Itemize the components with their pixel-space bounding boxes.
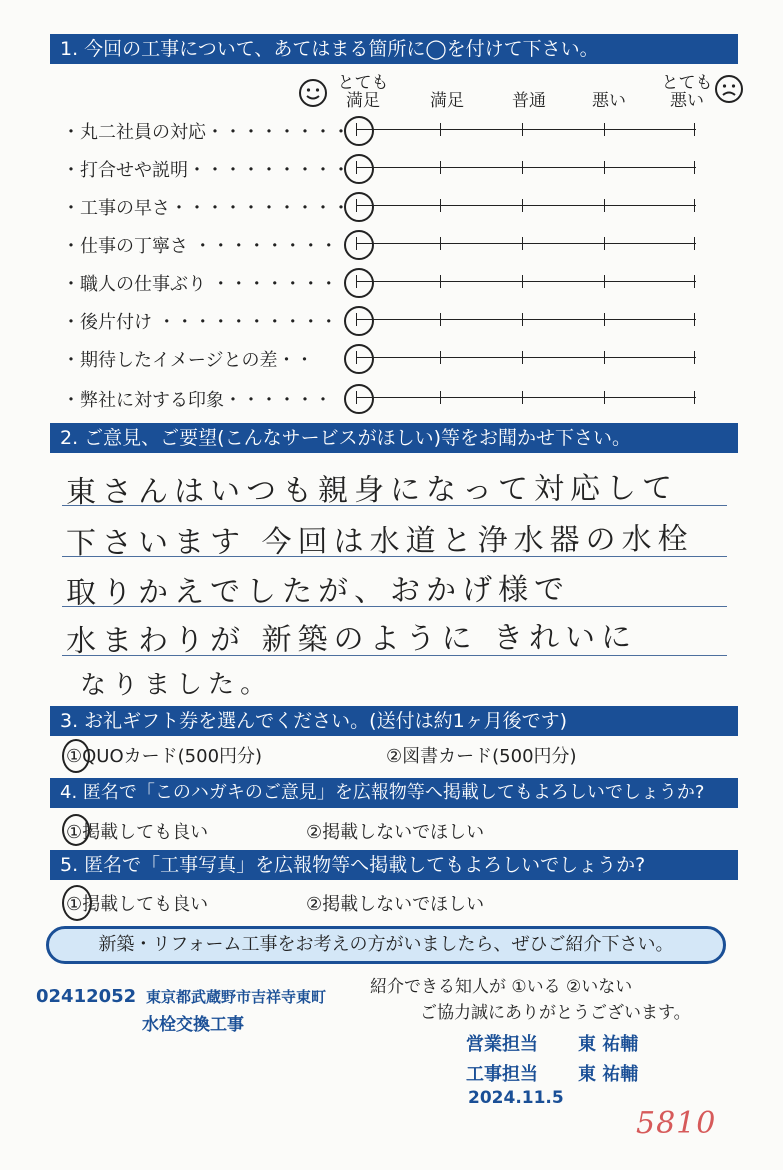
scale-tick[interactable] — [604, 351, 605, 364]
work-type: 水栓交換工事 — [142, 1015, 244, 1035]
handwritten-line: なりました。 — [79, 669, 273, 701]
q1-row-label: ・後片付け ・・・・・・・・・・ — [62, 312, 338, 333]
selected-circle-mark — [344, 384, 374, 414]
q3-option-quo[interactable]: ①QUOカード(500円分) — [66, 746, 263, 767]
scale-tick[interactable] — [694, 391, 695, 404]
q1-rating-scale[interactable] — [356, 243, 696, 244]
q4-header: 4. 匿名で「このハガキのご意見」を広報物等へ掲載してもよろしいでしょうか? — [50, 778, 738, 808]
scale-tick[interactable] — [604, 391, 605, 404]
scale-tick[interactable] — [440, 123, 441, 136]
handwritten-line: 東さんはいつも親身になって対応して — [65, 470, 679, 511]
scale-tick[interactable] — [694, 161, 695, 174]
sales-rep-label: 営業担当 — [466, 1034, 538, 1055]
q1-row-label: ・工事の早さ・・・・・・・・・・ — [62, 198, 350, 219]
scale-tick[interactable] — [604, 237, 605, 250]
scale-tick[interactable] — [694, 237, 695, 250]
scale-tick[interactable] — [440, 275, 441, 288]
handwritten-line: 下さいます 今回は水道と浄水器の水栓 — [65, 521, 694, 562]
scale-tick[interactable] — [604, 313, 605, 326]
q1-row-label: ・打合せや説明・・・・・・・・・ — [62, 160, 350, 181]
q1-row-label: ・仕事の丁寧さ ・・・・・・・・ — [62, 236, 338, 257]
handwritten-line: 水まわりが 新築のように きれいに — [65, 620, 638, 659]
q1-row-label: ・弊社に対する印象・・・・・・ — [62, 390, 332, 411]
selected-circle-mark — [344, 344, 374, 374]
scale-tick[interactable] — [440, 391, 441, 404]
q1-rating-scale[interactable] — [356, 129, 696, 130]
referral-question: 紹介できる知人が ①いる ②いない — [370, 977, 633, 997]
scale-tick[interactable] — [694, 313, 695, 326]
q5-header: 5. 匿名で「工事写真」を広報物等へ掲載してもよろしいでしょうか? — [50, 850, 738, 880]
scale-tick[interactable] — [604, 161, 605, 174]
referral-banner: 新築・リフォーム工事をお考えの方がいましたら、ぜひご紹介下さい。 — [46, 926, 726, 964]
frowning-face-icon — [714, 74, 744, 104]
handwritten-number: 5810 — [636, 1106, 717, 1141]
q3-header: 3. お礼ギフト券を選んでください。(送付は約1ヶ月後です) — [50, 706, 738, 736]
scale-tick[interactable] — [522, 313, 523, 326]
scale-tick[interactable] — [694, 123, 695, 136]
thanks-message: ご協力誠にありがとうございます。 — [420, 1003, 691, 1023]
scale-label-satisfied: 満足 — [430, 91, 464, 111]
q1-row-label: ・丸二社員の対応・・・・・・・・ — [62, 122, 350, 143]
scale-tick[interactable] — [440, 199, 441, 212]
scale-tick[interactable] — [522, 161, 523, 174]
q1-header: 1. 今回の工事について、あてはまる箇所に◯を付けて下さい。 — [50, 34, 738, 64]
construction-rep-name: 東 祐輔 — [578, 1064, 639, 1085]
selected-circle-mark — [62, 739, 90, 773]
scale-tick[interactable] — [440, 313, 441, 326]
handwritten-line: 取りかえでしたが、おかげ様で — [65, 572, 571, 611]
scale-tick[interactable] — [440, 351, 441, 364]
selected-circle-mark — [344, 192, 374, 222]
q3-option-book[interactable]: ②図書カード(500円分) — [386, 746, 577, 767]
q2-header: 2. ご意見、ご要望(こんなサービスがほしい)等をお聞かせ下さい。 — [50, 423, 738, 453]
q4-option-deny[interactable]: ②掲載しないでほしい — [306, 822, 485, 843]
q1-row-label: ・期待したイメージとの差・・ — [62, 350, 314, 371]
sales-rep-name: 東 祐輔 — [578, 1034, 639, 1055]
smiley-face-icon — [298, 78, 328, 108]
q5-option-deny[interactable]: ②掲載しないでほしい — [306, 894, 485, 915]
selected-circle-mark — [62, 814, 90, 846]
selected-circle-mark — [344, 268, 374, 298]
selected-circle-mark — [344, 230, 374, 260]
scale-tick[interactable] — [522, 199, 523, 212]
selected-circle-mark — [62, 885, 92, 921]
construction-rep-label: 工事担当 — [466, 1064, 538, 1085]
scale-tick[interactable] — [604, 199, 605, 212]
q1-rating-scale[interactable] — [356, 167, 696, 168]
scale-label-very-satisfied: とても 満足 — [337, 73, 389, 111]
customer-code: 02412052 — [36, 986, 137, 1007]
scale-tick[interactable] — [694, 351, 695, 364]
survey-date: 2024.11.5 — [468, 1088, 564, 1108]
q1-rating-scale[interactable] — [356, 281, 696, 282]
scale-tick[interactable] — [694, 275, 695, 288]
q1-rating-scale[interactable] — [356, 205, 696, 206]
scale-tick[interactable] — [440, 237, 441, 250]
q5-option-allow[interactable]: ①掲載しても良い — [66, 894, 209, 915]
scale-tick[interactable] — [694, 199, 695, 212]
scale-tick[interactable] — [604, 275, 605, 288]
scale-label-bad: 悪い — [592, 91, 626, 111]
scale-tick[interactable] — [522, 237, 523, 250]
selected-circle-mark — [344, 154, 374, 184]
scale-tick[interactable] — [604, 123, 605, 136]
q1-rating-scale[interactable] — [356, 319, 696, 320]
q1-rating-scale[interactable] — [356, 357, 696, 358]
selected-circle-mark — [344, 306, 374, 336]
scale-tick[interactable] — [440, 161, 441, 174]
scale-tick[interactable] — [522, 391, 523, 404]
scale-tick[interactable] — [522, 275, 523, 288]
scale-label-average: 普通 — [512, 91, 546, 111]
scale-label-very-bad: とても 悪い — [661, 73, 713, 111]
scale-tick[interactable] — [522, 351, 523, 364]
q1-rating-scale[interactable] — [356, 397, 696, 398]
q4-option-allow[interactable]: ①掲載しても良い — [66, 822, 209, 843]
selected-circle-mark — [344, 116, 374, 146]
q1-row-label: ・職人の仕事ぶり ・・・・・・・ — [62, 274, 338, 295]
scale-tick[interactable] — [522, 123, 523, 136]
customer-address: 東京都武蔵野市吉祥寺東町 — [146, 988, 327, 1006]
